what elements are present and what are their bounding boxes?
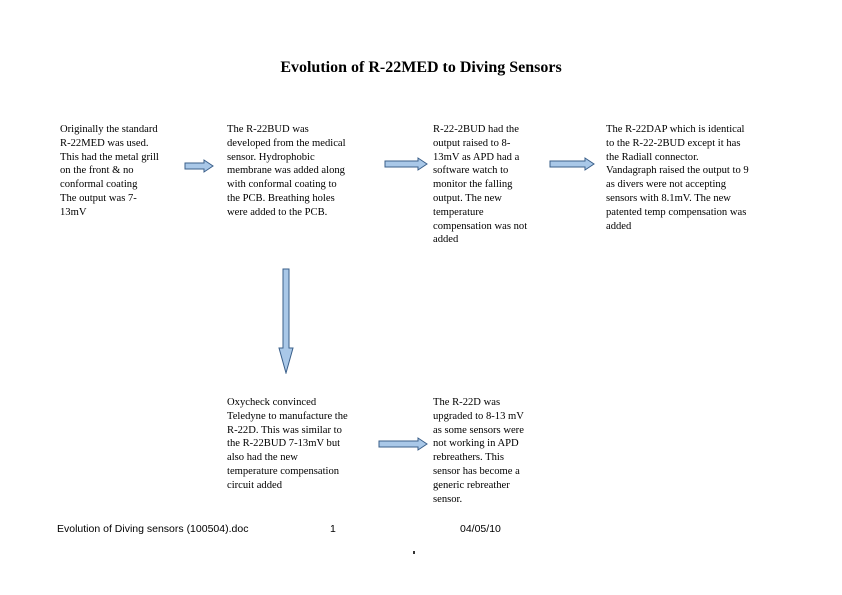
footer-date: 04/05/10 — [460, 523, 501, 535]
right-arrow-icon — [378, 437, 428, 451]
right-arrow-icon — [384, 157, 428, 171]
document-title: Evolution of R-22MED to Diving Sensors — [280, 59, 562, 76]
text-box-r22-2bud: R-22-2BUD had the output raised to 8- 13mV as APD had a software watch to monitor the falling output. The new temperature compensation was not added — [433, 124, 528, 246]
text-box-r22d-upgraded: The R-22D was upgraded to 8-13 mV as some sensors were not working in APD rebreathers. This sensor has become a generic rebreather sensor. — [433, 397, 524, 505]
text-box-r22d: Oxycheck convinced Teledyne to manufacture the R-22D. This was similar to the R-22BUD 7-13mV but also had the new temperature compensation circuit added — [227, 397, 348, 491]
page-mark — [413, 551, 415, 554]
footer-filename: Evolution of Diving sensors (100504).doc — [57, 523, 249, 535]
right-arrow-icon — [549, 157, 595, 171]
footer-page-number: 1 — [330, 523, 336, 535]
text-box-r22bud: The R-22BUD was developed from the medical sensor. Hydrophobic membrane was added along with conformal coating to the PCB. Breathing holes were added to the PCB. — [227, 124, 346, 218]
text-box-r22dap: The R-22DAP which is identical to the R-22-2BUD except it has the Radiall connector. Vandagraph raised the output to 9 as divers were not accepting sensors with 8.1mV. The new patented temp compensation was added — [606, 124, 749, 232]
text-box-r22med: Originally the standard R-22MED was used. This had the metal grill on the front & no conformal coating The output was 7- 13mV — [60, 124, 159, 218]
down-arrow-icon — [278, 268, 294, 374]
right-arrow-icon — [184, 159, 214, 173]
